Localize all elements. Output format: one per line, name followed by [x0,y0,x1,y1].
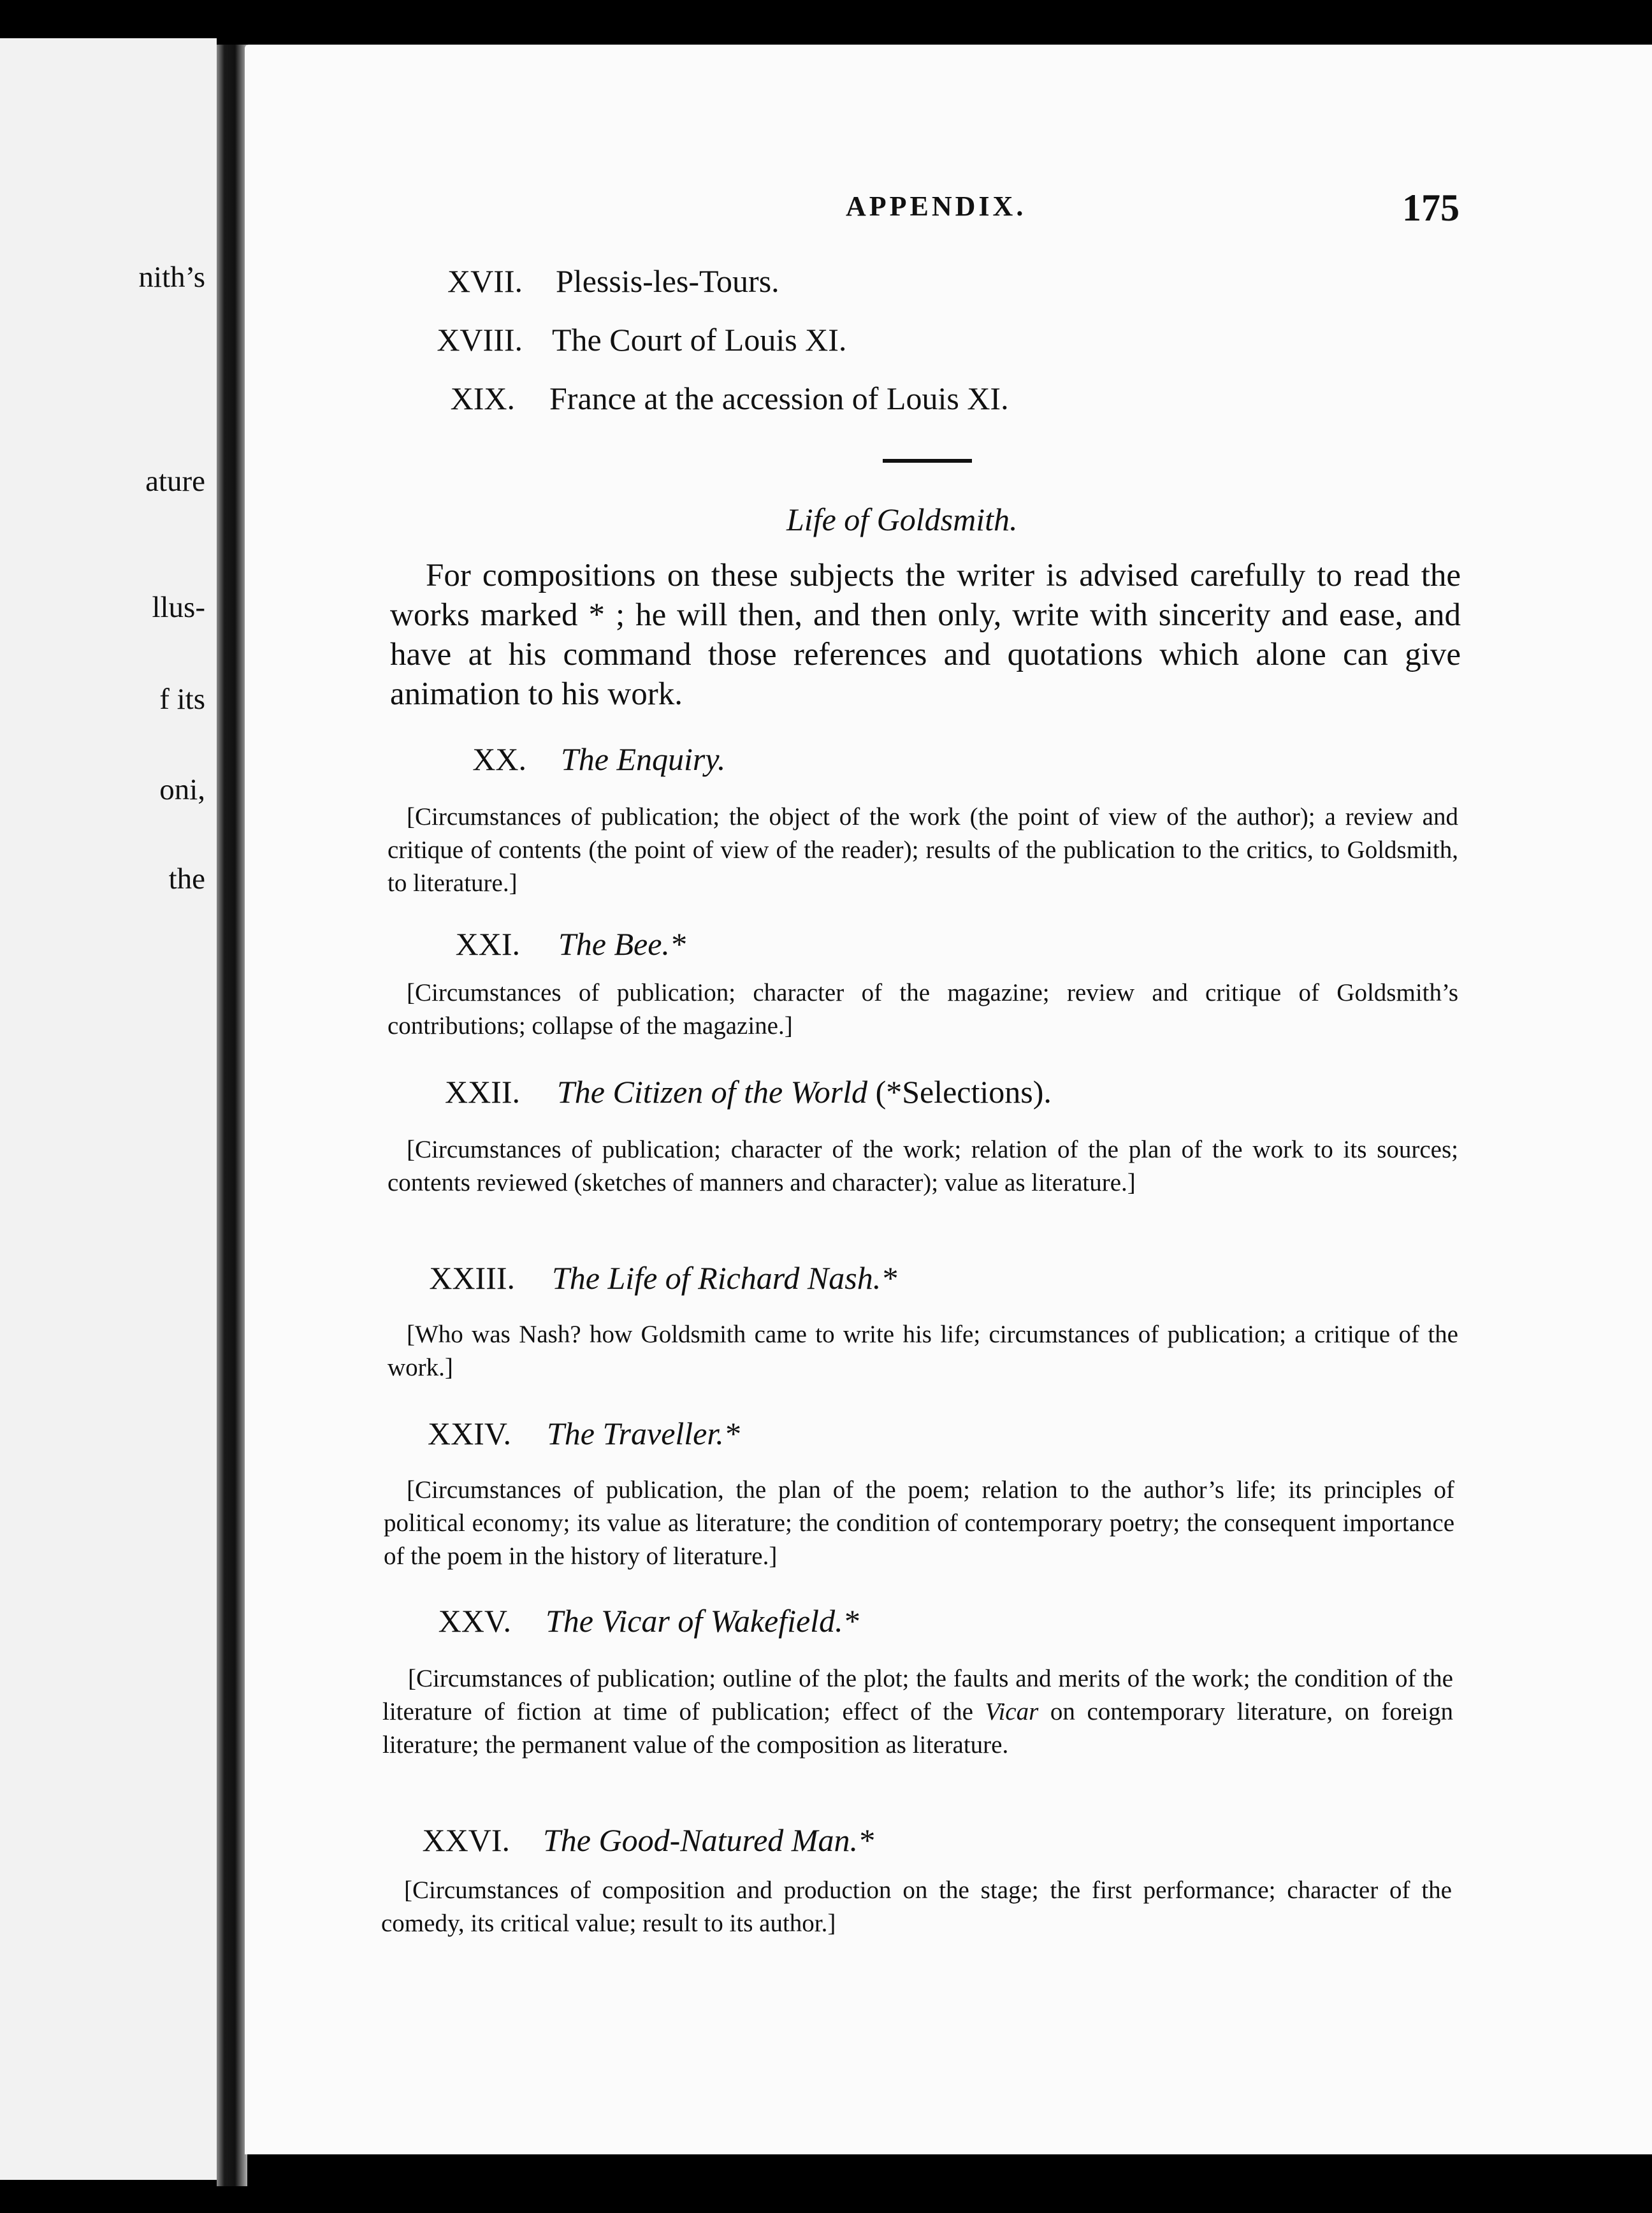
entry-description-text: on contemporary literature, on foreign literature; the permanent value of the composition as literature. [382,1698,1453,1759]
running-head: APPENDIX. [846,191,1027,222]
entry-description: [Circumstances of publication; character of the work; relation of the plan of the work to its sources; contents reviewed (sketches of manners and character); value as literature.] [388,1136,1458,1196]
entry-numeral: XXII. [444,1074,520,1110]
entry-numeral: XXV. [438,1603,511,1639]
entry-numeral: XVIII. [437,322,523,358]
section-title: Life of Goldsmith. [786,502,1018,537]
entry-description-text: [Circumstances of publication; outline of the plot; the faults and merits of the work; the condition of the literature of fiction at time of publication; effect of the [382,1665,1453,1725]
facing-page-text: f its [159,683,205,716]
facing-page-fragment [0,38,217,2180]
entry-description: [Circumstances of publication; character of the magazine; review and critique of Goldsmith’s contributions; collapse of the magazine.] [388,979,1458,1040]
entry-title: The Traveller.* [547,1416,740,1451]
facing-page-text: the [168,862,205,896]
facing-page-text: oni, [159,773,205,806]
entry-title: The Vicar of Wakefield.* [546,1603,859,1639]
entry-description: [Circumstances of publication, the plan of the poem; relation to the author’s life; its principles of political economy; its value as literature; the condition of contemporary poetry; the consequent importance of the poem in the history of literature.] [384,1476,1454,1570]
facing-page-text: ature [145,465,205,498]
entry-description: [Circumstances of composition and production on the stage; the first performance; character of the comedy, its critical value; result to its author.] [381,1876,1452,1937]
entry-description: [Circumstances of publication; the object of the work (the point of view of the author); a review and critique of contents (the point of view of the reader); results of the publication to the critics, to Goldsmith, to literature.] [388,803,1458,897]
entry-title: The Court of Louis XI. [552,322,847,358]
page-number: 175 [1402,187,1460,229]
entry-description-italic: Vicar [985,1698,1039,1725]
facing-page-text: nith’s [138,261,205,294]
entry-numeral: XX. [472,741,526,777]
entry-description: [Who was Nash? how Goldsmith came to write his life; circumstances of publication; a critique of the work.] [388,1321,1458,1381]
entry-title: The Citizen of the World [557,1074,868,1110]
entry-numeral: XXIII. [429,1260,515,1296]
entry-title: Plessis-les-Tours. [556,263,779,299]
entry-title: France at the accession of Louis XI. [549,381,1009,416]
entry-title: The Life of Richard Nash.* [552,1260,897,1296]
section-intro: For compositions on these subjects the writer is advised carefully to read the works marked * ; he will then, and then only, write with sincerity and ease, and have at his command those references and quotations which alone can give animation to his work. [390,558,1461,712]
entry-title-suffix: (*Selections). [867,1074,1052,1110]
facing-page-text: llus- [152,591,205,624]
entry-title: The Enquiry. [561,741,726,777]
entry-numeral: XXIV. [427,1416,511,1451]
entry-numeral: XXI. [455,926,520,962]
entry-numeral: XVII. [447,263,523,299]
entry-description [382,1662,1453,1762]
entry-numeral: XXVI. [422,1822,510,1858]
entry-numeral: XIX. [450,381,515,416]
book-gutter [217,45,247,2186]
entry-title-group [557,1073,1052,1110]
entry-title: The Bee.* [558,926,686,962]
section-rule [883,459,972,463]
entry-title: The Good-Natured Man.* [543,1822,874,1858]
